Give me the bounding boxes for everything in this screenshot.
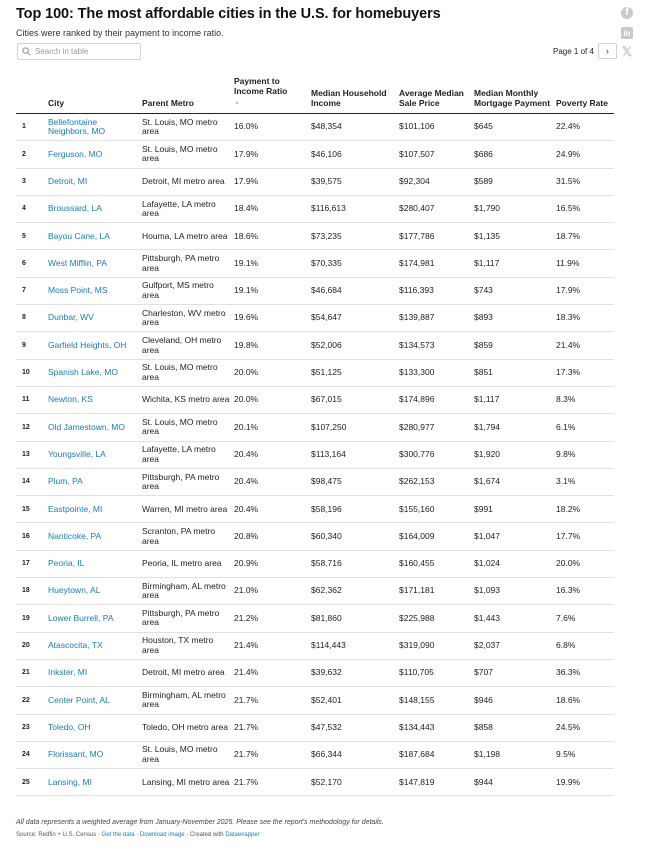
payment-cell: $1,198 [472, 741, 554, 768]
table-row [16, 114, 614, 141]
search-input[interactable] [35, 47, 135, 56]
table-row [16, 441, 614, 468]
income-cell: $66,344 [309, 741, 397, 768]
metro-cell: Scranton, PA metro area [140, 523, 232, 550]
ratio-cell: 20.9% [232, 550, 309, 577]
poverty-cell: 16.5% [554, 195, 614, 222]
table-row [16, 523, 614, 550]
price-cell: $116,393 [397, 277, 472, 304]
poverty-cell: 3.1% [554, 468, 614, 495]
poverty-cell: 17.3% [554, 359, 614, 386]
rank-cell: 12 [16, 414, 46, 441]
price-cell: $134,573 [397, 332, 472, 359]
income-cell: $52,006 [309, 332, 397, 359]
table-header-row [16, 76, 614, 114]
metro-cell: Pittsburgh, PA metro area [140, 468, 232, 495]
next-page-button[interactable] [598, 43, 617, 59]
rank-cell: 23 [16, 714, 46, 741]
income-cell: $58,716 [309, 550, 397, 577]
table-row [16, 414, 614, 441]
ratio-cell: 19.6% [232, 305, 309, 332]
payment-header-label: Median Monthly Mortgage Payment [474, 88, 551, 108]
income-cell: $54,647 [309, 305, 397, 332]
payment-cell: $991 [472, 496, 554, 523]
table-row [16, 632, 614, 659]
rank-header [16, 76, 46, 114]
rank-cell: 11 [16, 386, 46, 413]
metro-cell: St. Louis, MO metro area [140, 141, 232, 168]
table-row [16, 769, 614, 796]
rank-cell: 22 [16, 687, 46, 714]
metro-cell: Gulfport, MS metro area [140, 277, 232, 304]
poverty-cell: 18.3% [554, 305, 614, 332]
metro-header-label: Parent Metro [142, 98, 194, 108]
table-row [16, 141, 614, 168]
payment-cell: $946 [472, 687, 554, 714]
table-row [16, 659, 614, 686]
ratio-cell: 20.8% [232, 523, 309, 550]
poverty-cell: 22.4% [554, 114, 614, 141]
payment-cell: $859 [472, 332, 554, 359]
income-cell: $52,170 [309, 769, 397, 796]
rank-cell: 14 [16, 468, 46, 495]
rank-cell: 2 [16, 141, 46, 168]
ratio-cell: 21.0% [232, 578, 309, 605]
chart-footer [16, 819, 616, 838]
price-cell: $110,705 [397, 659, 472, 686]
city-cell[interactable]: Old Jamestown, MO [46, 414, 140, 441]
price-cell: $147,819 [397, 769, 472, 796]
rank-cell: 25 [16, 769, 46, 796]
payment-header[interactable] [472, 76, 554, 114]
metro-cell: Lansing, MI metro area [140, 769, 232, 796]
payment-cell: $2,037 [472, 632, 554, 659]
price-cell: $225,988 [397, 605, 472, 632]
metro-cell: Birmingham, AL metro area [140, 687, 232, 714]
created-with-text: · Created with [184, 832, 226, 838]
cities-table [16, 76, 614, 796]
poverty-cell: 6.1% [554, 414, 614, 441]
datawrapper-link[interactable]: Datawrapper [225, 832, 260, 838]
metro-cell: St. Louis, MO metro area [140, 114, 232, 141]
poverty-cell: 31.5% [554, 168, 614, 195]
poverty-cell: 11.9% [554, 250, 614, 277]
page-indicator: Page 1 of 4 [553, 46, 594, 56]
payment-cell: $1,794 [472, 414, 554, 441]
payment-cell: $1,117 [472, 250, 554, 277]
metro-cell: St. Louis, MO metro area [140, 359, 232, 386]
city-cell[interactable]: Newton, KS [46, 386, 140, 413]
price-header-label: Average Median Sale Price [399, 88, 464, 108]
city-header[interactable] [46, 76, 140, 114]
income-cell: $48,354 [309, 114, 397, 141]
ratio-cell: 17.9% [232, 141, 309, 168]
price-cell: $280,407 [397, 195, 472, 222]
price-cell: $164,009 [397, 523, 472, 550]
income-cell: $46,106 [309, 141, 397, 168]
metro-cell: Detroit, MI metro area [140, 168, 232, 195]
price-cell: $319,090 [397, 632, 472, 659]
ratio-cell: 19.8% [232, 332, 309, 359]
payment-cell: $1,790 [472, 195, 554, 222]
ratio-cell: 20.4% [232, 468, 309, 495]
city-cell[interactable]: Florissant, MO [46, 741, 140, 768]
table-row [16, 359, 614, 386]
metro-cell: Warren, MI metro area [140, 496, 232, 523]
poverty-cell: 24.9% [554, 141, 614, 168]
price-cell: $300,776 [397, 441, 472, 468]
poverty-cell: 9.8% [554, 441, 614, 468]
rank-cell: 6 [16, 250, 46, 277]
poverty-cell: 17.9% [554, 277, 614, 304]
data-note: All data represents a weighted average from January-November 2025. Please see the report's methodology for details. [16, 819, 384, 826]
poverty-cell: 20.0% [554, 550, 614, 577]
price-cell: $160,455 [397, 550, 472, 577]
income-cell: $58,196 [309, 496, 397, 523]
payment-cell: $589 [472, 168, 554, 195]
price-cell: $187,684 [397, 741, 472, 768]
ratio-cell: 20.0% [232, 359, 309, 386]
poverty-cell: 19.9% [554, 769, 614, 796]
ratio-cell: 21.7% [232, 687, 309, 714]
price-cell: $92,304 [397, 168, 472, 195]
price-cell: $174,981 [397, 250, 472, 277]
price-cell: $262,153 [397, 468, 472, 495]
x-share-button[interactable] [620, 45, 634, 59]
payment-cell: $743 [472, 277, 554, 304]
rank-cell: 24 [16, 741, 46, 768]
income-cell: $46,684 [309, 277, 397, 304]
price-cell: $134,443 [397, 714, 472, 741]
price-cell: $148,155 [397, 687, 472, 714]
metro-cell: Lafayette, LA metro area [140, 441, 232, 468]
metro-cell: Pittsburgh, PA metro area [140, 605, 232, 632]
table-row [16, 550, 614, 577]
ratio-cell: 21.7% [232, 714, 309, 741]
rank-cell: 4 [16, 195, 46, 222]
ratio-cell: 21.4% [232, 632, 309, 659]
city-cell[interactable]: Nanticoke, PA [46, 523, 140, 550]
payment-cell: $686 [472, 141, 554, 168]
poverty-cell: 9.5% [554, 741, 614, 768]
rank-cell: 15 [16, 496, 46, 523]
ratio-cell: 21.4% [232, 659, 309, 686]
payment-cell: $1,443 [472, 605, 554, 632]
poverty-cell: 36.3% [554, 659, 614, 686]
payment-cell: $1,024 [472, 550, 554, 577]
payment-cell: $707 [472, 659, 554, 686]
pagination [553, 43, 617, 59]
poverty-cell: 18.2% [554, 496, 614, 523]
city-cell[interactable]: Bellefontaine Neighbors, MO [46, 114, 140, 141]
income-cell: $107,250 [309, 414, 397, 441]
table-search[interactable] [17, 43, 141, 60]
table-row [16, 468, 614, 495]
payment-cell: $858 [472, 714, 554, 741]
city-cell[interactable]: Spanish Lake, MO [46, 359, 140, 386]
income-cell: $98,475 [309, 468, 397, 495]
ratio-cell: 20.1% [232, 414, 309, 441]
source-line [16, 832, 616, 838]
city-cell[interactable]: Toledo, OH [46, 714, 140, 741]
income-cell: $60,340 [309, 523, 397, 550]
metro-header[interactable] [140, 76, 232, 114]
poverty-cell: 21.4% [554, 332, 614, 359]
city-cell[interactable]: West Mifflin, PA [46, 250, 140, 277]
rank-cell: 19 [16, 605, 46, 632]
rank-cell: 20 [16, 632, 46, 659]
city-cell[interactable]: Moss Point, MS [46, 277, 140, 304]
rank-cell: 7 [16, 277, 46, 304]
income-cell: $73,235 [309, 223, 397, 250]
rank-cell: 16 [16, 523, 46, 550]
ratio-cell: 20.4% [232, 441, 309, 468]
table-row [16, 195, 614, 222]
poverty-header-label: Poverty Rate [556, 98, 608, 108]
city-cell[interactable]: Youngsville, LA [46, 441, 140, 468]
table-row [16, 741, 614, 768]
price-cell: $101,106 [397, 114, 472, 141]
poverty-cell: 16.3% [554, 578, 614, 605]
city-cell[interactable]: Inkster, MI [46, 659, 140, 686]
facebook-share-button[interactable] [620, 6, 634, 20]
metro-cell: Charleston, WV metro area [140, 305, 232, 332]
income-cell: $114,443 [309, 632, 397, 659]
income-cell: $47,532 [309, 714, 397, 741]
price-cell: $174,896 [397, 386, 472, 413]
poverty-cell: 18.6% [554, 687, 614, 714]
ratio-cell: 21.7% [232, 769, 309, 796]
payment-cell: $1,093 [472, 578, 554, 605]
price-cell: $107,507 [397, 141, 472, 168]
price-cell: $155,160 [397, 496, 472, 523]
ratio-cell: 19.1% [232, 277, 309, 304]
page-subtitle: Cities were ranked by their payment to income ratio. [16, 28, 224, 38]
metro-cell: Toledo, OH metro area [140, 714, 232, 741]
income-cell: $51,125 [309, 359, 397, 386]
income-cell: $67,015 [309, 386, 397, 413]
ratio-cell: 18.6% [232, 223, 309, 250]
metro-cell: St. Louis, MO metro area [140, 741, 232, 768]
rank-cell: 17 [16, 550, 46, 577]
metro-cell: Houston, TX metro area [140, 632, 232, 659]
table-row [16, 605, 614, 632]
ratio-cell: 20.4% [232, 496, 309, 523]
ratio-cell: 19.1% [232, 250, 309, 277]
page-title: Top 100: The most affordable cities in the U.S. for homebuyers [16, 6, 441, 22]
facebook-icon: f [621, 7, 633, 19]
table-row [16, 496, 614, 523]
table-row [16, 578, 614, 605]
city-cell[interactable]: Garfield Heights, OH [46, 332, 140, 359]
rank-cell: 21 [16, 659, 46, 686]
ratio-cell: 16.0% [232, 114, 309, 141]
poverty-cell: 17.7% [554, 523, 614, 550]
metro-cell: Peoria, IL metro area [140, 550, 232, 577]
table-row [16, 168, 614, 195]
poverty-cell: 18.7% [554, 223, 614, 250]
metro-cell: Birmingham, AL metro area [140, 578, 232, 605]
rank-cell: 1 [16, 114, 46, 141]
table-row [16, 277, 614, 304]
metro-cell: Houma, LA metro area [140, 223, 232, 250]
ratio-cell: 21.2% [232, 605, 309, 632]
city-cell[interactable]: Broussard, LA [46, 195, 140, 222]
table-row [16, 714, 614, 741]
income-cell: $52,401 [309, 687, 397, 714]
rank-cell: 13 [16, 441, 46, 468]
table-row [16, 332, 614, 359]
chevron-right-icon: › [605, 46, 609, 56]
city-cell[interactable]: Lansing, MI [46, 769, 140, 796]
chart-header [16, 6, 606, 38]
metro-cell: St. Louis, MO metro area [140, 414, 232, 441]
poverty-cell: 7.6% [554, 605, 614, 632]
price-cell: $280,977 [397, 414, 472, 441]
sort-ascending-icon: ▲ [234, 100, 240, 106]
poverty-header[interactable] [554, 76, 614, 114]
income-cell: $62,362 [309, 578, 397, 605]
ratio-cell: 18.4% [232, 195, 309, 222]
price-header[interactable] [397, 76, 472, 114]
payment-cell: $1,047 [472, 523, 554, 550]
rank-cell: 5 [16, 223, 46, 250]
city-cell[interactable]: Hueytown, AL [46, 578, 140, 605]
table-row [16, 223, 614, 250]
price-cell: $139,887 [397, 305, 472, 332]
rank-cell: 10 [16, 359, 46, 386]
metro-cell: Wichita, KS metro area [140, 386, 232, 413]
price-cell: $177,786 [397, 223, 472, 250]
income-cell: $81,860 [309, 605, 397, 632]
table-row [16, 250, 614, 277]
city-header-label: City [48, 98, 65, 108]
income-cell: $116,613 [309, 195, 397, 222]
city-cell[interactable]: Dunbar, WV [46, 305, 140, 332]
income-header-label: Median Household Income [311, 88, 387, 108]
city-cell[interactable]: Ferguson, MO [46, 141, 140, 168]
get-data-link[interactable]: Get the data [101, 832, 135, 838]
city-cell[interactable]: Lower Burrell, PA [46, 605, 140, 632]
price-cell: $171,181 [397, 578, 472, 605]
metro-cell: Cleveland, OH metro area [140, 332, 232, 359]
table-row [16, 305, 614, 332]
source-separator: · [134, 832, 140, 838]
city-cell[interactable]: Bayou Cane, LA [46, 223, 140, 250]
download-image-link[interactable]: Download image [139, 832, 185, 838]
rank-cell: 3 [16, 168, 46, 195]
ratio-header[interactable] [232, 76, 309, 114]
payment-cell: $851 [472, 359, 554, 386]
city-cell[interactable]: Eastpointe, MI [46, 496, 140, 523]
x-icon: 𝕏 [621, 44, 633, 59]
poverty-cell: 6.8% [554, 632, 614, 659]
income-cell: $113,164 [309, 441, 397, 468]
city-cell[interactable]: Center Point, AL [46, 687, 140, 714]
payment-cell: $645 [472, 114, 554, 141]
linkedin-share-button[interactable] [620, 26, 634, 40]
table-body [16, 114, 614, 796]
search-icon [22, 47, 31, 56]
metro-cell: Lafayette, LA metro area [140, 195, 232, 222]
table-row [16, 687, 614, 714]
city-cell[interactable]: Detroit, MI [46, 168, 140, 195]
metro-cell: Detroit, MI metro area [140, 659, 232, 686]
poverty-cell: 8.3% [554, 386, 614, 413]
payment-cell: $1,674 [472, 468, 554, 495]
ratio-header-label: Payment to Income Ratio [234, 76, 288, 96]
source-text: Source: Redfin + U.S. Census · [16, 832, 102, 838]
linkedin-icon: in [621, 27, 633, 39]
payment-cell: $1,920 [472, 441, 554, 468]
rank-cell: 9 [16, 332, 46, 359]
ratio-cell: 17.9% [232, 168, 309, 195]
ratio-cell: 20.0% [232, 386, 309, 413]
price-cell: $133,300 [397, 359, 472, 386]
city-cell[interactable]: Peoria, IL [46, 550, 140, 577]
metro-cell: Pittsburgh, PA metro area [140, 250, 232, 277]
poverty-cell: 24.5% [554, 714, 614, 741]
ratio-cell: 21.7% [232, 741, 309, 768]
payment-cell: $944 [472, 769, 554, 796]
income-cell: $39,575 [309, 168, 397, 195]
city-cell[interactable]: Atascocita, TX [46, 632, 140, 659]
income-header[interactable] [309, 76, 397, 114]
city-cell[interactable]: Plum, PA [46, 468, 140, 495]
table-row [16, 386, 614, 413]
income-cell: $39,632 [309, 659, 397, 686]
payment-cell: $893 [472, 305, 554, 332]
rank-cell: 18 [16, 578, 46, 605]
payment-cell: $1,117 [472, 386, 554, 413]
income-cell: $70,335 [309, 250, 397, 277]
rank-cell: 8 [16, 305, 46, 332]
payment-cell: $1,135 [472, 223, 554, 250]
